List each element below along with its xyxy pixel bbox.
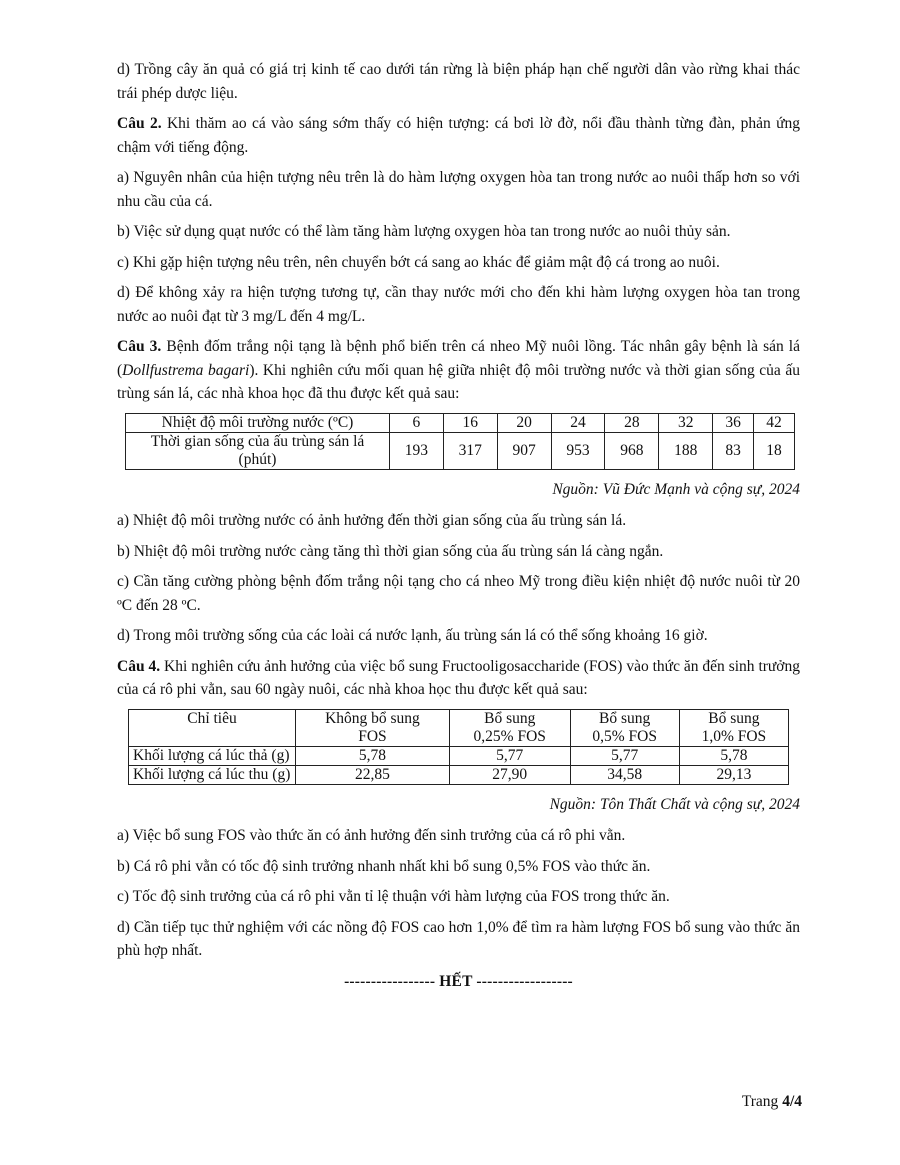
page-prefix: Trang	[741, 1093, 783, 1110]
q3-option-b: b) Nhiệt độ môi trường nước càng tăng thì thời gian sống của ấu trùng sán lá càng ngắn.	[117, 542, 664, 560]
q3-source: Nguồn: Vũ Đức Mạnh và cộng sự, 2024	[552, 480, 800, 498]
q2-option-d: d) Để không xảy ra hiện tượng tương tự, cần thay nước mới cho đến khi hàm lượng oxygen hòa tan trong nước ao nuôi đạt từ 3 mg/L đến 4 mg/L.	[117, 284, 800, 325]
page-footer	[742, 1093, 802, 1111]
table-cell: 6	[390, 413, 444, 432]
header-line: Không bổ sung	[325, 709, 420, 727]
table-row	[126, 432, 795, 469]
temperature-table	[125, 413, 795, 470]
page-number: 4/4	[782, 1093, 802, 1110]
q4-option-d: d) Cần tiếp tục thử nghiệm với các nồng độ FOS cao hơn 1,0% để tìm ra hàm lượng FOS bổ sung vào thức ăn phù hợp nhất.	[117, 918, 800, 959]
table-row	[129, 746, 789, 765]
end-marker: ----------------- HẾT ------------------	[344, 972, 573, 990]
header-cell: Chỉ tiêu	[129, 709, 296, 746]
row-label-line-2: (phút)	[238, 450, 277, 468]
q2-option-c: c) Khi gặp hiện tượng nêu trên, nên chuyển bớt cá sang ao khác để giảm mật độ cá trong ao nuôi.	[117, 253, 720, 271]
q2-stem	[117, 112, 800, 159]
table-cell: 953	[551, 432, 605, 469]
fos-table	[128, 709, 789, 785]
row-label: Khối lượng cá lúc thả (g)	[129, 746, 296, 765]
row-label-line-1: Thời gian sống của ấu trùng sán lá	[150, 432, 365, 450]
table-cell: 193	[390, 432, 444, 469]
table-cell: 5,77	[570, 746, 679, 765]
q1-option-d: d) Trồng cây ăn quả có giá trị kinh tế cao dưới tán rừng là biện pháp hạn chế người dân vào rừng khai thác trái phép dược liệu.	[117, 61, 800, 102]
table-cell: 32	[659, 413, 713, 432]
table-cell: 34,58	[570, 765, 679, 784]
header-line: FOS	[358, 727, 387, 745]
row-label: Khối lượng cá lúc thu (g)	[129, 765, 296, 784]
table-cell: 968	[605, 432, 659, 469]
q4-option-b: b) Cá rô phi vằn có tốc độ sinh trưởng nhanh nhất khi bổ sung 0,5% FOS vào thức ăn.	[117, 857, 651, 875]
header-line: Bổ sung	[599, 709, 651, 727]
header-line: Bổ sung	[708, 709, 760, 727]
table-cell: 20	[497, 413, 551, 432]
row-label: Nhiệt độ môi trường nước (ºC)	[126, 413, 390, 432]
table-row	[126, 413, 795, 432]
header-cell	[679, 709, 788, 746]
q3-option-d: d) Trong môi trường sống của các loài cá nước lạnh, ấu trùng sán lá có thể sống khoảng 16 giờ.	[117, 627, 708, 644]
header-cell	[570, 709, 679, 746]
table-cell: 27,90	[449, 765, 570, 784]
q4-option-c: c) Tốc độ sinh trưởng của cá rô phi vằn tỉ lệ thuận với hàm lượng của FOS trong thức ăn.	[117, 888, 670, 905]
header-line: 0,5% FOS	[592, 727, 657, 745]
q3-option-a: a) Nhiệt độ môi trường nước có ảnh hưởng đến thời gian sống của ấu trùng sán lá.	[117, 512, 627, 529]
table-cell: 24	[551, 413, 605, 432]
q3-option-c: c) Cần tăng cường phòng bệnh đốm trắng nội tạng cho cá nheo Mỹ trong điều kiện nhiệt độ nước nuôi từ 20 ºC đến 28 ºC.	[117, 573, 800, 614]
q2-option-a: a) Nguyên nhân của hiện tượng nêu trên là do hàm lượng oxygen hòa tan trong nước ao nuôi thấp hơn so với nhu cầu của cá.	[117, 169, 800, 210]
header-line: 1,0% FOS	[701, 727, 767, 745]
table-row	[129, 765, 789, 784]
q3-stem-text-2: ). Khi nghiên cứu mối quan hệ giữa nhiệt độ môi trường nước và thời gian sống của ấu trùng sán lá, các nhà khoa học đã thu được kết quả sau:	[117, 361, 800, 402]
table-cell: 5,77	[449, 746, 570, 765]
q3-species: Dollfustrema bagari	[122, 361, 250, 379]
table-cell: 907	[497, 432, 551, 469]
document-page	[117, 58, 800, 993]
table-cell: 16	[443, 413, 497, 432]
q4-label: Câu 4.	[117, 657, 161, 675]
table-cell: 29,13	[679, 765, 788, 784]
q4-source: Nguồn: Tôn Thất Chất và cộng sự, 2024	[549, 795, 800, 813]
table-cell: 22,85	[296, 765, 450, 784]
q4-stem-text: Khi nghiên cứu ảnh hưởng của việc bổ sung Fructooligosaccharide (FOS) vào thức ăn đến sinh trưởng của cá rô phi vằn, sau 60 ngày nuôi, các nhà khoa học thu được kết quả sau:	[117, 657, 801, 698]
table-cell: 83	[713, 432, 754, 469]
header-cell	[449, 709, 570, 746]
table-header-row	[129, 709, 789, 746]
row-label	[126, 432, 390, 469]
q3-stem	[117, 335, 800, 406]
table-cell: 5,78	[296, 746, 450, 765]
header-cell	[296, 709, 450, 746]
table-cell: 36	[713, 413, 754, 432]
q3-label: Câu 3.	[117, 338, 162, 355]
table-cell: 5,78	[679, 746, 788, 765]
q2-stem-text: Khi thăm ao cá vào sáng sớm thấy có hiện tượng: cá bơi lờ đờ, nổi đầu thành từng đàn, phản ứng chậm với tiếng động.	[117, 115, 800, 156]
q2-label: Câu 2.	[117, 115, 162, 132]
table-cell: 28	[605, 413, 659, 432]
q4-stem	[117, 655, 800, 702]
header-line: 0,25% FOS	[473, 727, 546, 745]
q3-stem-text-1: Bệnh đốm trắng nội tạng là bệnh phổ biến trên cá nheo Mỹ nuôi lồng. Tác nhân gây bệnh là sán lá (	[117, 338, 800, 379]
table-cell: 317	[443, 432, 497, 469]
q4-option-a: a) Việc bổ sung FOS vào thức ăn có ảnh hưởng đến sinh trưởng của cá rô phi vằn.	[117, 827, 626, 844]
table-cell: 42	[754, 413, 795, 432]
table-cell: 18	[754, 432, 795, 469]
header-line: Bổ sung	[484, 709, 536, 727]
q2-option-b: b) Việc sử dụng quạt nước có thể làm tăng hàm lượng oxygen hòa tan trong nước ao nuôi thủy sản.	[117, 223, 731, 240]
table-cell: 188	[659, 432, 713, 469]
